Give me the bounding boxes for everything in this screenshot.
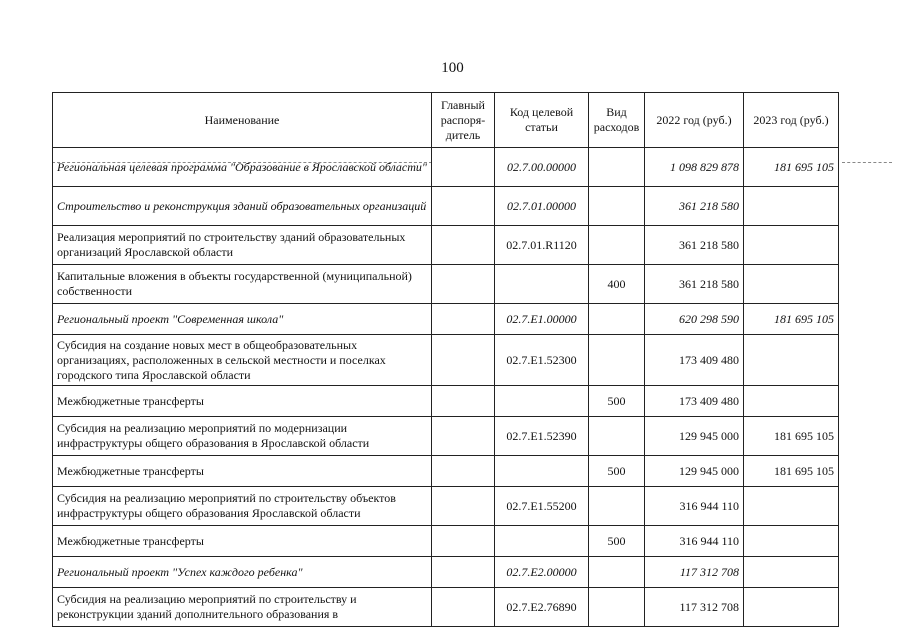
row-2022: 361 218 580	[645, 226, 744, 265]
row-name: Субсидия на реализацию мероприятий по строительству и реконструкции зданий дополнительного образования в	[53, 588, 432, 627]
row-type	[589, 417, 645, 456]
row-2023	[744, 386, 839, 417]
table-row	[53, 386, 839, 417]
row-admin	[432, 526, 495, 557]
row-2022: 620 298 590	[645, 304, 744, 335]
table-row	[53, 557, 839, 588]
row-code: 02.7.01.00000	[495, 187, 589, 226]
row-2023	[744, 226, 839, 265]
row-admin	[432, 304, 495, 335]
row-code	[495, 265, 589, 304]
table-row	[53, 148, 839, 187]
row-type	[589, 487, 645, 526]
row-2022: 316 944 110	[645, 487, 744, 526]
row-admin	[432, 187, 495, 226]
row-2023	[744, 526, 839, 557]
row-code	[495, 386, 589, 417]
row-type	[589, 335, 645, 386]
row-admin	[432, 226, 495, 265]
row-code: 02.7.E2.76890	[495, 588, 589, 627]
row-2022: 129 945 000	[645, 417, 744, 456]
header-2023: 2023 год (руб.)	[744, 93, 839, 148]
row-type	[589, 304, 645, 335]
header-code: Код целевой статьи	[495, 93, 589, 148]
row-type: 400	[589, 265, 645, 304]
dashed-line-right	[842, 162, 892, 163]
table-row	[53, 526, 839, 557]
row-2023	[744, 557, 839, 588]
row-2023: 181 695 105	[744, 456, 839, 487]
table-row	[53, 335, 839, 386]
row-code: 02.7.00.00000	[495, 148, 589, 187]
row-admin	[432, 386, 495, 417]
row-2022: 173 409 480	[645, 386, 744, 417]
row-code	[495, 526, 589, 557]
page-number: 100	[441, 60, 464, 76]
row-name: Субсидия на создание новых мест в общеобразовательных организациях, расположенных в сельской местности и поселках городского типа Ярославской области	[53, 335, 432, 386]
row-type: 500	[589, 526, 645, 557]
row-type: 500	[589, 386, 645, 417]
row-name: Субсидия на реализацию мероприятий по строительству объектов инфраструктуры общего образования Ярославской области	[53, 487, 432, 526]
row-2022: 129 945 000	[645, 456, 744, 487]
header-type: Вид расходов	[589, 93, 645, 148]
budget-table	[52, 92, 839, 627]
row-name: Межбюджетные трансферты	[53, 456, 432, 487]
row-type	[589, 588, 645, 627]
row-2023	[744, 588, 839, 627]
row-admin	[432, 417, 495, 456]
header-name: Наименование	[53, 93, 432, 148]
row-2023	[744, 487, 839, 526]
row-2023	[744, 187, 839, 226]
row-code: 02.7.E1.52300	[495, 335, 589, 386]
row-name: Межбюджетные трансферты	[53, 526, 432, 557]
table-row	[53, 265, 839, 304]
row-2022: 361 218 580	[645, 187, 744, 226]
row-name: Строительство и реконструкция зданий образовательных организаций	[53, 187, 432, 226]
row-admin	[432, 335, 495, 386]
row-2023	[744, 265, 839, 304]
header-2022: 2022 год (руб.)	[645, 93, 744, 148]
row-2023	[744, 335, 839, 386]
row-admin	[432, 265, 495, 304]
row-2022: 117 312 708	[645, 557, 744, 588]
row-2022: 173 409 480	[645, 335, 744, 386]
row-2022: 361 218 580	[645, 265, 744, 304]
row-code: 02.7.E1.00000	[495, 304, 589, 335]
table-row	[53, 487, 839, 526]
row-name: Капитальные вложения в объекты государственной (муниципальной) собственности	[53, 265, 432, 304]
table-row	[53, 187, 839, 226]
row-type	[589, 226, 645, 265]
row-name: Субсидия на реализацию мероприятий по модернизации инфраструктуры общего образования в Ярославской области	[53, 417, 432, 456]
row-admin	[432, 588, 495, 627]
row-type	[589, 557, 645, 588]
row-name: Межбюджетные трансферты	[53, 386, 432, 417]
row-code: 02.7.E2.00000	[495, 557, 589, 588]
row-admin	[432, 487, 495, 526]
row-2022: 1 098 829 878	[645, 148, 744, 187]
row-admin	[432, 148, 495, 187]
row-code: 02.7.E1.52390	[495, 417, 589, 456]
row-type	[589, 187, 645, 226]
row-code: 02.7.01.R1120	[495, 226, 589, 265]
table-row	[53, 588, 839, 627]
row-admin	[432, 557, 495, 588]
row-admin	[432, 456, 495, 487]
row-name: Реализация мероприятий по строительству зданий образовательных организаций Ярославской области	[53, 226, 432, 265]
table-row	[53, 417, 839, 456]
header-admin: Главный распоря-дитель	[432, 93, 495, 148]
row-2022: 316 944 110	[645, 526, 744, 557]
row-name: Региональный проект "Успех каждого ребенка"	[53, 557, 432, 588]
row-2022: 117 312 708	[645, 588, 744, 627]
row-code	[495, 456, 589, 487]
row-2023: 181 695 105	[744, 417, 839, 456]
row-type	[589, 148, 645, 187]
table-row	[53, 304, 839, 335]
row-2023: 181 695 105	[744, 148, 839, 187]
table-row	[53, 456, 839, 487]
table-row	[53, 226, 839, 265]
header-row	[53, 93, 839, 148]
row-type: 500	[589, 456, 645, 487]
row-code: 02.7.E1.55200	[495, 487, 589, 526]
row-2023: 181 695 105	[744, 304, 839, 335]
row-name: Региональный проект "Современная школа"	[53, 304, 432, 335]
row-name: Региональная целевая программа "Образование в Ярославской области"	[53, 148, 432, 187]
